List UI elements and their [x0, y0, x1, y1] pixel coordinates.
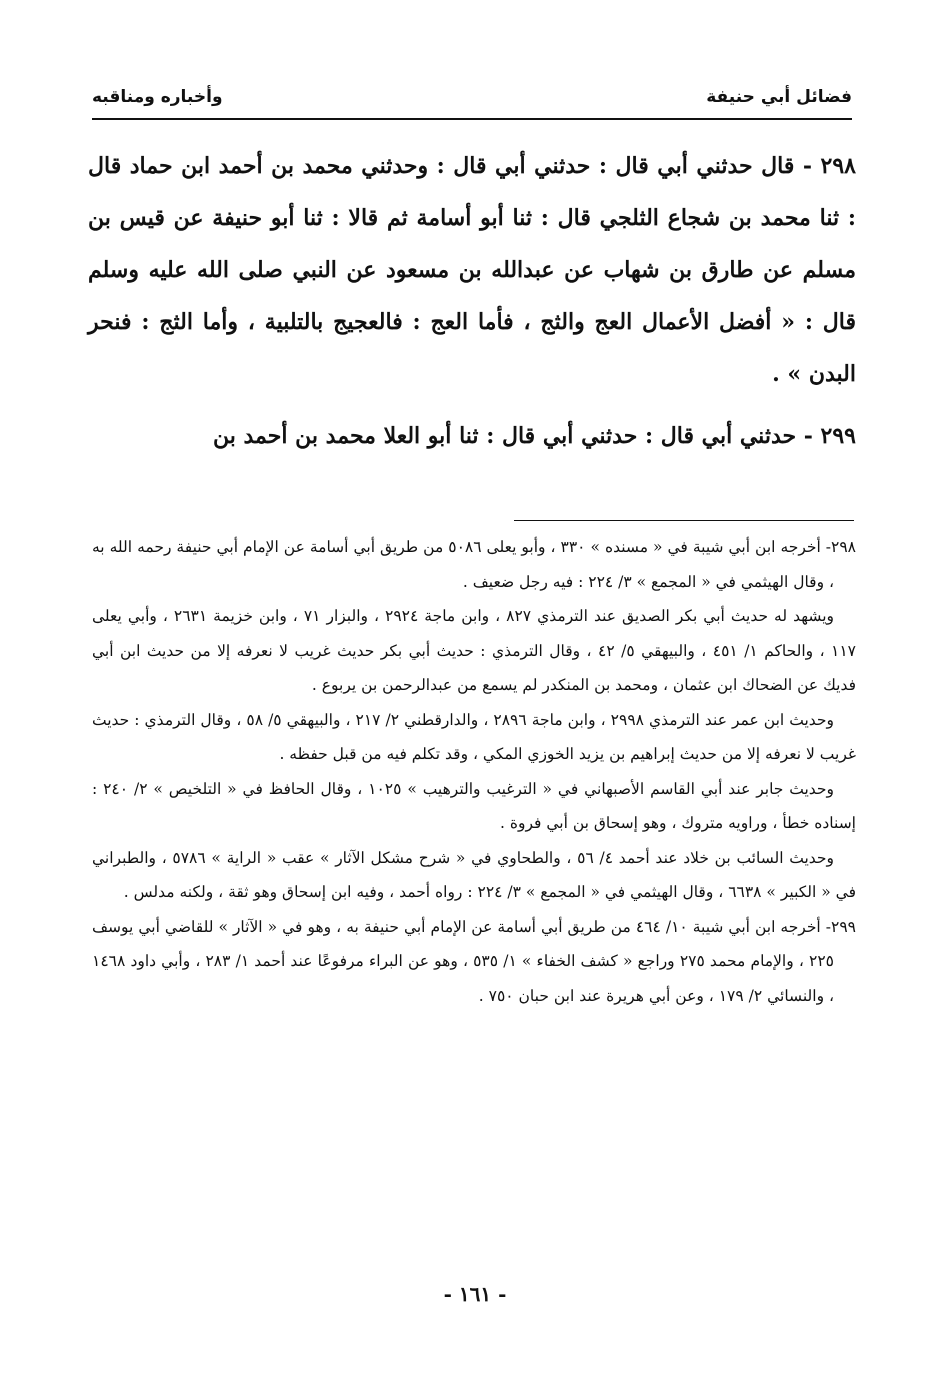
running-header	[92, 80, 852, 114]
header-rule	[92, 118, 852, 120]
page-number: - ١٦١ -	[443, 1282, 507, 1306]
footnote-298-witness-jabir: وحديث جابر عند أبي القاسم الأصبهاني في « الترغيب والترهيب » ١٠٢٥ ، وقال الحافظ في « التلخيص » ٢/ ٢٤٠ : إسناده خطأ ، وراويه متروك ، وهو إسحاق بن أبي فروة .	[92, 779, 856, 832]
footnote-299: ٢٩٩- أخرجه ابن أبي شيبة ١٠/ ٤٦٤ من طريق أبي أسامة عن الإمام أبي حنيفة به ، وهو في « الآثار » للقاضي أبي يوسف ٢٢٥ ، والإمام محمد ٢٧٥ وراجع « كشف الخفاء » ١/ ٥٣٥ ، وهو عن البراء مرفوعًا عند أحمد ١/ ٢٨٣ ، وأبي داود ١٤٦٨ ، والنسائي ٢/ ١٧٩ ، وعن أبي هريرة عند ابن حبان ٧٥٠ .	[92, 917, 856, 1005]
hadith-298: ٢٩٨ - قال حدثني أبي قال : حدثني أبي قال : وحدثني محمد بن أحمد ابن حماد قال : ثنا محمد بن شجاع الثلجي قال : ثنا أبو أسامة ثم قالا : ثنا أبو حنيفة عن قيس بن مسلم عن طارق بن شهاب عن عبدالله بن مسعود عن النبي صلى الله عليه وسلم قال : « أفضل الأعمال العج والثج ، فأما العج : فالعجيج بالتلبية ، وأما الثج : فنحر البدن » .	[88, 153, 856, 387]
header-section-title: وأخباره ومناقبه	[92, 87, 223, 107]
footnote-298: ٢٩٨- أخرجه ابن أبي شيبة في « مسنده » ٣٣٠ ، وأبو يعلى ٥٠٨٦ من طريق أبي أسامة عن الإمام أبي حنيفة رحمه الله به ، وقال الهيثمي في « المجمع » ٣/ ٢٢٤ : فيه رجل ضعيف .	[92, 538, 856, 591]
footnote-298-witness-saib: وحديث السائب بن خلاد عند أحمد ٤/ ٥٦ ، والطحاوي في « شرح مشكل الآثار » عقب « الراية » ٥٧٨٦ ، والطبراني في « الكبير » ٦٦٣٨ ، وقال الهيثمي في « المجمع » ٣/ ٢٢٤ : رواه أحمد ، وفيه ابن إسحاق وهو ثقة ، ولكنه مدلس .	[92, 848, 856, 901]
header-book-title: فضائل أبي حنيفة	[706, 87, 852, 107]
main-text	[88, 140, 856, 472]
footnote-separator	[514, 520, 854, 521]
footnotes	[92, 530, 856, 1013]
footnote-298-witness-abu-bakr: ويشهد له حديث أبي بكر الصديق عند الترمذي ٨٢٧ ، وابن ماجة ٢٩٢٤ ، والبزار ٧١ ، وابن خزيمة ٢٦٣١ ، وأبي يعلى ١١٧ ، والحاكم ١/ ٤٥١ ، والبيهقي ٥/ ٤٢ ، وقال الترمذي : حديث أبي بكر حديث غريب لا نعرفه إلا من حديث ابن أبي فديك عن الضحاك ابن عثمان ، ومحمد بن المنكدر لم يسمع من عبدالرحمن بن يربوع .	[92, 607, 856, 694]
footnote-298-witness-ibn-umar: وحديث ابن عمر عند الترمذي ٢٩٩٨ ، وابن ماجة ٢٨٩٦ ، والدارقطني ٢/ ٢١٧ ، والبيهقي ٥/ ٥٨ ، وقال الترمذي : حديث غريب لا نعرفه إلا من حديث إبراهيم بن يزيد الخوزي المكي ، وقد تكلم فيه من قبل حفظه .	[92, 710, 856, 763]
hadith-299: ٢٩٩ - حدثني أبي قال : حدثني أبي قال : ثنا أبو العلا محمد بن أحمد بن	[212, 423, 856, 449]
